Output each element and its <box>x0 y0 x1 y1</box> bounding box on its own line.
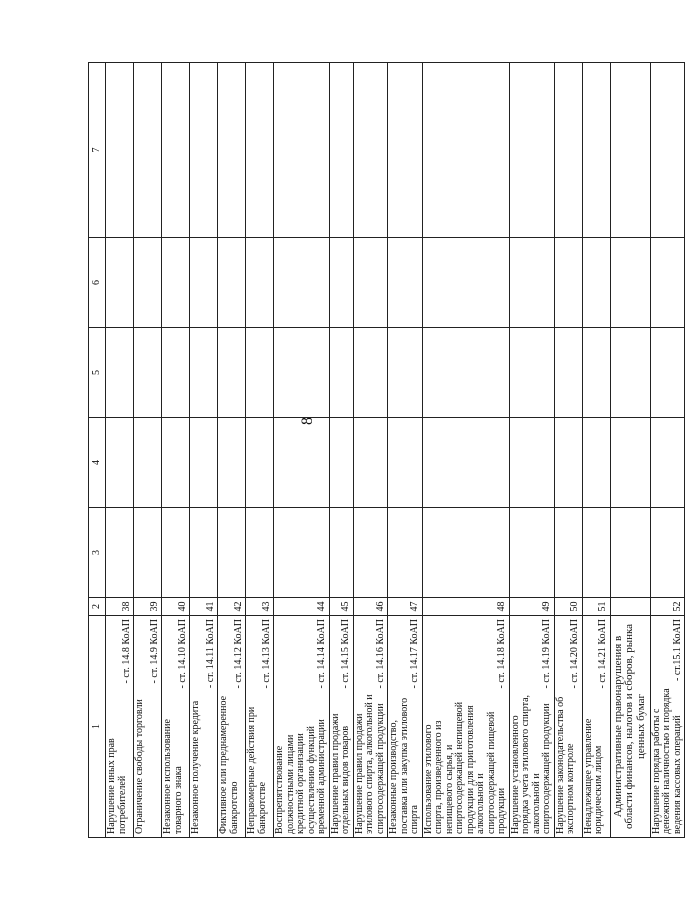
rotated-report-table <box>88 63 683 838</box>
value-cell-3 <box>422 508 509 598</box>
value-cell-6 <box>134 238 162 328</box>
name-cell <box>353 616 388 838</box>
offense-name <box>163 619 188 834</box>
value-cell-4 <box>353 418 388 508</box>
name-cell <box>246 616 274 838</box>
value-cell-3 <box>582 508 610 598</box>
article-reference: - ст. 14.13 КоАП <box>260 619 272 689</box>
article-reference: - ст. 14.16 КоАП <box>374 619 386 689</box>
header-cell-7: 7 <box>89 63 106 238</box>
article-reference: - ст. 14.10 КоАП <box>176 619 188 689</box>
value-cell-4 <box>582 418 610 508</box>
value-cell-7 <box>162 63 190 238</box>
table-row <box>509 63 554 838</box>
offense-name <box>135 619 160 834</box>
header-cell-6: 6 <box>89 238 106 328</box>
offense-name <box>424 619 508 834</box>
value-cell-3 <box>388 508 423 598</box>
value-cell-5 <box>134 328 162 418</box>
value-cell-4 <box>246 418 274 508</box>
value-cell-6 <box>162 238 190 328</box>
offense-description: Фиктивное или преднамеренное банкротство <box>218 695 240 834</box>
line-code-cell: 44 <box>274 598 330 616</box>
header-cell-4: 4 <box>89 418 106 508</box>
value-cell-4 <box>218 418 246 508</box>
name-cell <box>582 616 610 838</box>
value-cell-4 <box>329 418 353 508</box>
header-cell-2: 2 <box>89 598 106 616</box>
header-cell-5: 5 <box>89 328 106 418</box>
offense-name <box>107 619 132 834</box>
section-row <box>610 63 650 838</box>
line-code-cell: 47 <box>388 598 423 616</box>
value-cell-5 <box>106 328 134 418</box>
table-row <box>246 63 274 838</box>
value-cell-4 <box>422 418 509 508</box>
value-cell-6 <box>422 238 509 328</box>
value-cell-6 <box>388 238 423 328</box>
name-cell <box>388 616 423 838</box>
value-cell-7 <box>509 63 554 238</box>
offense-description: Ограничение свободы торговли <box>134 699 145 834</box>
table-row <box>190 63 218 838</box>
offense-name <box>331 619 352 834</box>
value-cell-4 <box>388 418 423 508</box>
table-row <box>329 63 353 838</box>
value-cell-6 <box>218 238 246 328</box>
offense-name <box>191 619 216 834</box>
offense-name <box>652 619 684 834</box>
value-cell-3 <box>353 508 388 598</box>
value-cell-5 <box>388 328 423 418</box>
value-cell-5 <box>162 328 190 418</box>
value-cell-6 <box>274 238 330 328</box>
value-cell-6 <box>190 238 218 328</box>
value-cell-7 <box>422 63 509 238</box>
article-reference: - ст. 14.20 КоАП <box>569 619 580 689</box>
offense-name <box>389 619 421 834</box>
line-code-cell <box>610 598 650 616</box>
value-cell-4 <box>610 418 650 508</box>
value-cell-6 <box>353 238 388 328</box>
value-cell-7 <box>134 63 162 238</box>
value-cell-3 <box>650 508 685 598</box>
value-cell-5 <box>554 328 582 418</box>
value-cell-5 <box>650 328 685 418</box>
value-cell-3 <box>246 508 274 598</box>
value-cell-7 <box>610 63 650 238</box>
value-cell-5 <box>422 328 509 418</box>
line-code-cell: 42 <box>218 598 246 616</box>
value-cell-4 <box>190 418 218 508</box>
name-cell <box>329 616 353 838</box>
value-cell-6 <box>582 238 610 328</box>
value-cell-6 <box>610 238 650 328</box>
offense-description: Нарушение правил продажи этилового спирта, алкогольной и спиртосодержащей продукции <box>353 694 386 834</box>
name-cell <box>274 616 330 838</box>
page-number: 8 <box>299 417 316 425</box>
table-row <box>353 63 388 838</box>
article-reference: - ст. 14.14 КоАП <box>316 619 327 689</box>
header-cell-1: 1 <box>89 616 106 838</box>
value-cell-5 <box>353 328 388 418</box>
line-code-cell: 48 <box>422 598 509 616</box>
name-cell <box>422 616 509 838</box>
value-cell-7 <box>246 63 274 238</box>
offense-description: Незаконные производство, поставка или закупка этилового спирта <box>388 697 420 834</box>
value-cell-5 <box>246 328 274 418</box>
value-cell-7 <box>582 63 610 238</box>
line-code-cell: 46 <box>353 598 388 616</box>
article-reference: - ст. 14.21 КоАП <box>597 619 608 689</box>
table-row <box>218 63 246 838</box>
value-cell-7 <box>190 63 218 238</box>
table-row <box>388 63 423 838</box>
line-code-cell: 39 <box>134 598 162 616</box>
value-cell-4 <box>509 418 554 508</box>
header-cell-3: 3 <box>89 508 106 598</box>
table-row <box>554 63 582 838</box>
offense-description: Нарушение порядка работы с денежной наличностью и порядка ведения кассовых операций <box>650 688 683 834</box>
offense-description: Ненадлежащее управление юридическим лицом <box>582 718 604 834</box>
name-cell <box>134 616 162 838</box>
value-cell-5 <box>329 328 353 418</box>
article-reference: - ст. 14.11 КоАП <box>204 619 216 689</box>
article-reference: - ст. 14.12 КоАП <box>232 619 244 689</box>
value-cell-7 <box>650 63 685 238</box>
value-cell-5 <box>582 328 610 418</box>
value-cell-6 <box>650 238 685 328</box>
line-code-cell: 45 <box>329 598 353 616</box>
line-code-cell: 40 <box>162 598 190 616</box>
table-row <box>106 63 134 838</box>
offense-name <box>247 619 272 834</box>
value-cell-7 <box>554 63 582 238</box>
line-code-cell: 52 <box>650 598 685 616</box>
offense-name <box>556 619 581 834</box>
table-row <box>422 63 509 838</box>
value-cell-3 <box>329 508 353 598</box>
value-cell-7 <box>218 63 246 238</box>
table-body <box>89 63 685 838</box>
offense-description: Незаконное получение кредита <box>190 700 201 834</box>
value-cell-3 <box>509 508 554 598</box>
value-cell-5 <box>274 328 330 418</box>
line-code-cell: 43 <box>246 598 274 616</box>
name-cell <box>190 616 218 838</box>
value-cell-5 <box>218 328 246 418</box>
value-cell-4 <box>554 418 582 508</box>
line-code-cell: 49 <box>509 598 554 616</box>
table-row <box>162 63 190 838</box>
name-cell <box>554 616 582 838</box>
value-cell-4 <box>106 418 134 508</box>
article-reference: - ст. 14.17 КоАП <box>409 619 420 689</box>
table-row <box>650 63 685 838</box>
line-code-cell: 41 <box>190 598 218 616</box>
value-cell-7 <box>274 63 330 238</box>
article-reference: - ст. 14.19 КоАП <box>541 619 552 689</box>
value-cell-4 <box>274 418 330 508</box>
value-cell-6 <box>554 238 582 328</box>
name-cell <box>106 616 134 838</box>
line-code-cell: 50 <box>554 598 582 616</box>
name-cell <box>162 616 190 838</box>
value-cell-3 <box>190 508 218 598</box>
value-cell-5 <box>610 328 650 418</box>
article-reference: - ст.15.1 КоАП <box>671 619 683 682</box>
table-row <box>134 63 162 838</box>
article-reference: - ст. 14.15 КоАП <box>340 619 351 689</box>
offense-description: Использование этилового спирта, произведенного из непищевого сырья, и спиртосодержащей непищевой продукции для приготовления алкогольной и спиртосодержащей пищевой продукции <box>422 701 507 834</box>
value-cell-3 <box>106 508 134 598</box>
offense-name <box>584 619 609 834</box>
table-row <box>274 63 330 838</box>
value-cell-6 <box>246 238 274 328</box>
value-cell-6 <box>106 238 134 328</box>
name-cell <box>218 616 246 838</box>
header-row <box>89 63 106 838</box>
value-cell-6 <box>329 238 353 328</box>
value-cell-7 <box>353 63 388 238</box>
name-cell <box>509 616 554 838</box>
value-cell-7 <box>106 63 134 238</box>
value-cell-4 <box>650 418 685 508</box>
offense-name <box>275 619 328 834</box>
value-cell-3 <box>274 508 330 598</box>
offense-name <box>219 619 244 834</box>
value-cell-4 <box>162 418 190 508</box>
offense-name <box>511 619 553 834</box>
offense-description: Нарушение правил продажи отдельных видов товаров <box>329 713 351 834</box>
value-cell-7 <box>388 63 423 238</box>
article-reference: - ст. 14.8 КоАП <box>120 619 132 684</box>
line-code-cell: 51 <box>582 598 610 616</box>
table-row <box>582 63 610 838</box>
value-cell-4 <box>134 418 162 508</box>
article-reference: - ст. 14.9 КоАП <box>148 619 160 684</box>
offense-description: Воспрепятствование должностными лицами кредитной организации осуществлению функций временной администрации <box>274 719 327 834</box>
offense-name <box>355 619 387 834</box>
offense-description: Нарушение иных прав потребителей <box>106 738 128 834</box>
name-cell <box>650 616 685 838</box>
value-cell-3 <box>162 508 190 598</box>
offense-description: Нарушение законодательства об экспортном контроле <box>554 696 576 834</box>
line-code-cell: 38 <box>106 598 134 616</box>
value-cell-5 <box>509 328 554 418</box>
value-cell-7 <box>329 63 353 238</box>
value-cell-3 <box>554 508 582 598</box>
value-cell-3 <box>610 508 650 598</box>
offense-table <box>88 62 685 838</box>
offense-description: Неправомерные действия при банкротстве <box>246 706 268 834</box>
value-cell-5 <box>190 328 218 418</box>
value-cell-3 <box>218 508 246 598</box>
offense-description: Незаконное использование товарного знака <box>162 719 184 834</box>
value-cell-6 <box>509 238 554 328</box>
section-title: Административные правонарушения в области финансов, налогов и сборов, рынка ценных бумаг <box>610 616 650 838</box>
offense-description: Нарушение установленного порядка учета этилового спирта, алкогольной и спиртосодержащей продукции <box>509 694 552 834</box>
value-cell-3 <box>134 508 162 598</box>
article-reference: - ст. 14.18 КоАП <box>496 619 507 689</box>
